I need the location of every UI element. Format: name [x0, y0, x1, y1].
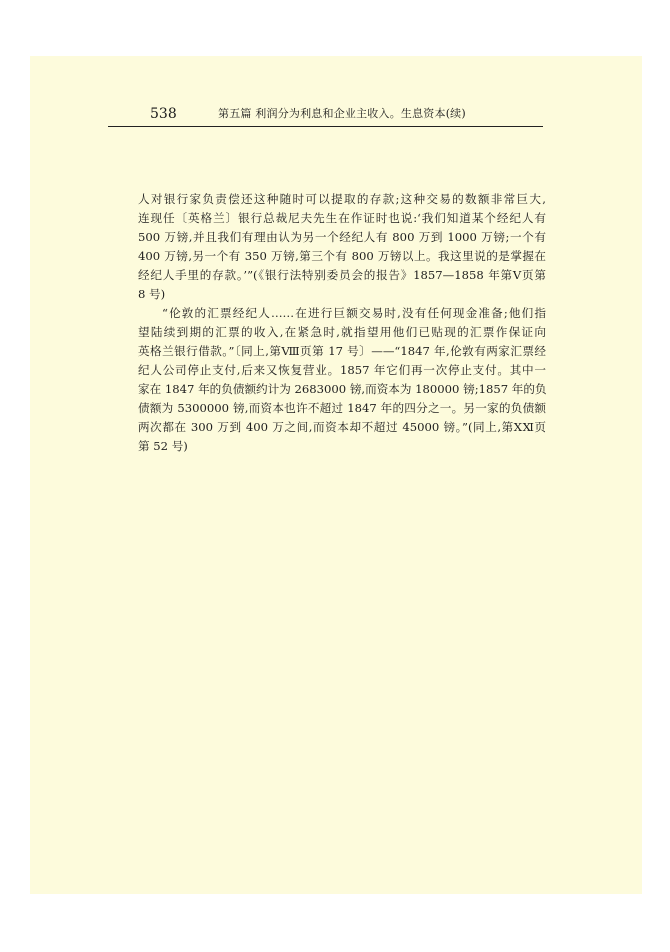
text-line: 望陆续到期的汇票的收入,在紧急时,就指望用他们已贴现的汇票作保证向 — [138, 325, 546, 339]
book-page — [30, 56, 642, 894]
body-text — [138, 190, 546, 456]
text-line: 两次都在 300 万到 400 万之间,而资本却不超过 45000 镑。”(同上,第ⅩⅪ页 — [138, 420, 546, 434]
paragraph-1 — [138, 190, 546, 304]
text-line: 500 万镑,并且我们有理由认为另一个经纪人有 800 万到 1000 万镑;一个有 — [138, 230, 546, 244]
text-line: 家在 1847 年的负债额约计为 2683000 镑,而资本为 180000 镑;1857 年的负 — [138, 382, 547, 396]
text-line: 经纪人手里的存款。’”(《银行法特别委员会的报告》1857—1858 年第Ⅴ页第 — [138, 268, 546, 282]
text-line: 第 52 号) — [138, 439, 188, 453]
running-title: 第五篇 利润分为利息和企业主收入。生息资本(续) — [218, 107, 466, 120]
text-line: 人对银行家负责偿还这种随时可以提取的存款;这种交易的数额非常巨大, — [138, 192, 546, 206]
text-line: 债额为 5300000 镑,而资本也许不超过 1847 年的四分之一。另一家的负债额 — [138, 401, 546, 415]
text-line: 8 号) — [138, 287, 166, 301]
text-line: 400 万镑,另一个有 350 万镑,第三个有 800 万镑以上。我这里说的是掌握在 — [138, 249, 546, 263]
page-number: 538 — [150, 106, 177, 122]
page-header — [108, 104, 543, 127]
text-line: 纪人公司停止支付,后来又恢复营业。1857 年它们再一次停止支付。其中一 — [138, 363, 546, 377]
text-line: “伦敦的汇票经纪人……在进行巨额交易时,没有任何现金准备;他们指 — [162, 306, 546, 320]
paragraph-2 — [138, 304, 546, 456]
text-line: 连现任〔英格兰〕银行总裁尼夫先生在作证时也说:‘我们知道某个经纪人有 — [138, 211, 546, 225]
text-line: 英格兰银行借款。”〔同上,第Ⅷ页第 17 号〕——“1847 年,伦敦有两家汇票经 — [138, 344, 546, 358]
